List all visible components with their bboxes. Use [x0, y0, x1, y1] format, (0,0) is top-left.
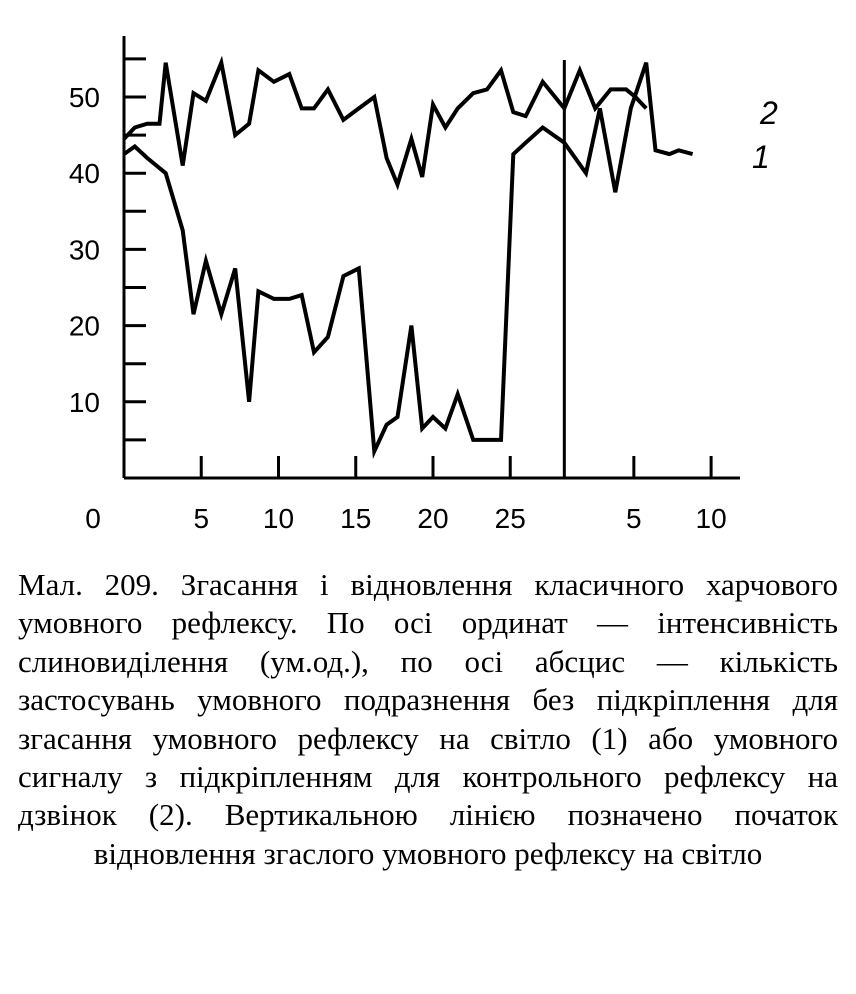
x-tick-label: 5	[193, 503, 210, 534]
chart-labels	[69, 82, 778, 534]
y-tick-label: 10	[68, 386, 100, 418]
x-tick-label: 20	[417, 503, 449, 534]
series-label-2: 2	[760, 95, 778, 131]
series-line-1	[124, 63, 693, 452]
chart-series	[124, 63, 693, 452]
y-tick-label: 50	[68, 82, 100, 113]
x-tick-label: 10	[695, 503, 727, 534]
x-tick-label: 10	[262, 503, 295, 534]
y-tick-label: 30	[68, 234, 100, 266]
series-label-1: 1	[752, 139, 770, 175]
y-tick-label: 20	[68, 310, 100, 342]
x-tick-label: 25	[494, 503, 526, 534]
series-line-2	[124, 63, 646, 185]
y-tick-label: 40	[68, 158, 100, 190]
figure-caption: Мал. 209. Згасання і відновлення класичного харчового умовного рефлексу. По осі ординат — інтенсивність слиновиділення (ум.од.), по осі абсцис — кількість застосувань умовного подразнення без підкріплення для згасання умовного рефлексу на світло (1) або умовного сигналу з підкріпленням для контрольного рефлексу на дзвінок (2). Вертикальною лінією позначено початок відновлення згаслого умовного рефлексу на світло	[18, 567, 838, 871]
x-tick-label: 15	[340, 503, 372, 534]
x-tick-label: 0	[85, 503, 101, 534]
x-tick-label: 5	[626, 503, 642, 534]
